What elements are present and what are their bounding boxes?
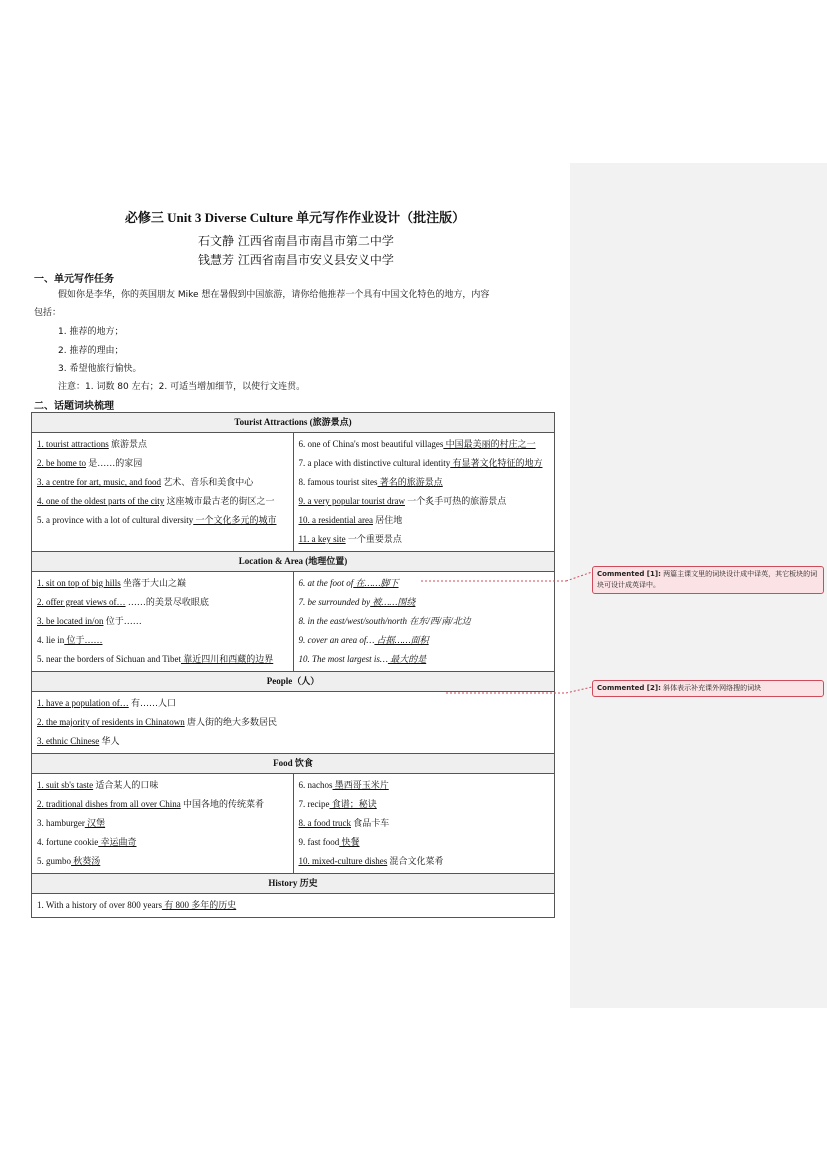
comment-2-connector-diagonal	[566, 687, 592, 693]
list-item: 2. be home to 是……的家园	[37, 458, 143, 468]
list-item: 1. sit on top of big hills 坐落于大山之巅	[37, 578, 187, 588]
task-point-1: 1. 推荐的地方；	[58, 327, 124, 337]
list-item: 1. With a history of over 800 years 有 800 多年的历史	[37, 900, 237, 910]
list-item: 9. fast food 快餐	[298, 837, 360, 847]
comment-1-connector-diagonal	[566, 572, 592, 581]
comment-bubble-2[interactable]	[592, 680, 824, 697]
list-item: 7. be surrounded by 被……围绕	[298, 597, 416, 607]
list-item: 5. a province with a lot of cultural diversity 一个文化多元的城市	[37, 515, 277, 525]
comment-2-label: Commented [2]:	[597, 684, 661, 692]
comment-bubble-1[interactable]	[592, 566, 824, 594]
table-header-location: Location & Area (地理位置)	[32, 552, 555, 572]
task-point-3: 3. 希望他旅行愉快。	[58, 364, 142, 374]
list-item: 6. one of China's most beautiful villages 中国最美丽的村庄之一	[298, 439, 536, 449]
list-item: 3. ethnic Chinese 华人	[37, 736, 120, 746]
author-line-1: 石文静 江西省南昌市南昌市第二中学	[198, 234, 394, 248]
list-item: 2. the majority of residents in Chinatown 唐人街的绝大多数居民	[37, 717, 277, 727]
section-heading-vocabulary: 二、话题词块梳理	[34, 401, 114, 412]
comment-1-text: 两篇主课文里的词块设计成中译英，其它板块的词块可设计成英译中。	[597, 570, 818, 589]
list-item: 5. gumbo 秋葵汤	[37, 856, 101, 866]
list-item: 1. tourist attractions 旅游景点	[37, 439, 148, 449]
table-header-tourist: Tourist Attractions (旅游景点)	[32, 413, 555, 433]
list-item: 4. fortune cookie 幸运曲奇	[37, 837, 137, 847]
task-note: 注意：1. 词数 80 左右；2. 可适当增加细节，以使行文连贯。	[58, 382, 306, 392]
list-item: 11. a key site 一个重要景点	[298, 534, 402, 544]
list-item: 8. a food truck 食品卡车	[298, 818, 390, 828]
list-item: 3. hamburger 汉堡	[37, 818, 106, 828]
list-item: 10. The most largest is… 最大的是	[298, 654, 427, 664]
task-point-2: 2. 推荐的理由；	[58, 346, 124, 356]
author-line-2: 钱慧芳 江西省南昌市安义县安义中学	[198, 253, 394, 267]
comment-2-text: 斜体表示补充课外网络搜的词块	[663, 684, 762, 692]
list-item: 8. in the east/west/south/north 在东/西/南/北边	[298, 616, 471, 626]
list-item: 10. a residential area 居住地	[298, 515, 403, 525]
list-item: 1. have a population of… 有……人口	[37, 698, 176, 708]
table-header-history: History 历史	[32, 874, 555, 894]
list-item: 7. recipe 食谱；秘诀	[298, 799, 377, 809]
comment-1-label: Commented [1]:	[597, 570, 661, 578]
table-header-people: People（人）	[32, 672, 555, 692]
table-header-food: Food 饮食	[32, 754, 555, 774]
list-item: 9. cover an area of… 占据……面积	[298, 635, 429, 645]
list-item: 9. a very popular tourist draw 一个炙手可热的旅游景点	[298, 496, 507, 506]
list-item: 6. nachos 墨西哥玉米片	[298, 780, 389, 790]
section-heading-task: 一、单元写作任务	[34, 274, 114, 285]
list-item: 6. at the foot of 在……脚下	[298, 578, 399, 588]
list-item: 4. one of the oldest parts of the city 这座城市最古老的街区之一	[37, 496, 275, 506]
list-item: 7. a place with distinctive cultural identity 有显著文化特征的地方	[298, 458, 543, 468]
list-item: 3. be located in/on 位于……	[37, 616, 142, 626]
list-item: 4. lie in 位于……	[37, 635, 103, 645]
list-item: 2. traditional dishes from all over China 中国各地的传统菜肴	[37, 799, 264, 809]
list-item: 1. suit sb's taste 适合某人的口味	[37, 780, 159, 790]
list-item: 5. near the borders of Sichuan and Tibet 靠近四川和西藏的边界	[37, 654, 274, 664]
document-title: 必修三 Unit 3 Diverse Culture 单元写作作业设计（批注版）	[124, 210, 466, 225]
list-item: 3. a centre for art, music, and food 艺术、音乐和美食中心	[37, 477, 254, 487]
task-description-line-2: 包括：	[34, 308, 62, 318]
list-item: 2. offer great views of… ……的美景尽收眼底	[37, 597, 209, 607]
list-item: 10. mixed-culture dishes 混合文化菜肴	[298, 856, 444, 866]
task-description-line-1: 假如你是李华，你的英国朋友 Mike 想在暑假到中国旅游，请你给他推荐一个具有中国文化特色的地方，内容	[58, 290, 490, 300]
list-item: 8. famous tourist sites 著名的旅游景点	[298, 477, 443, 487]
